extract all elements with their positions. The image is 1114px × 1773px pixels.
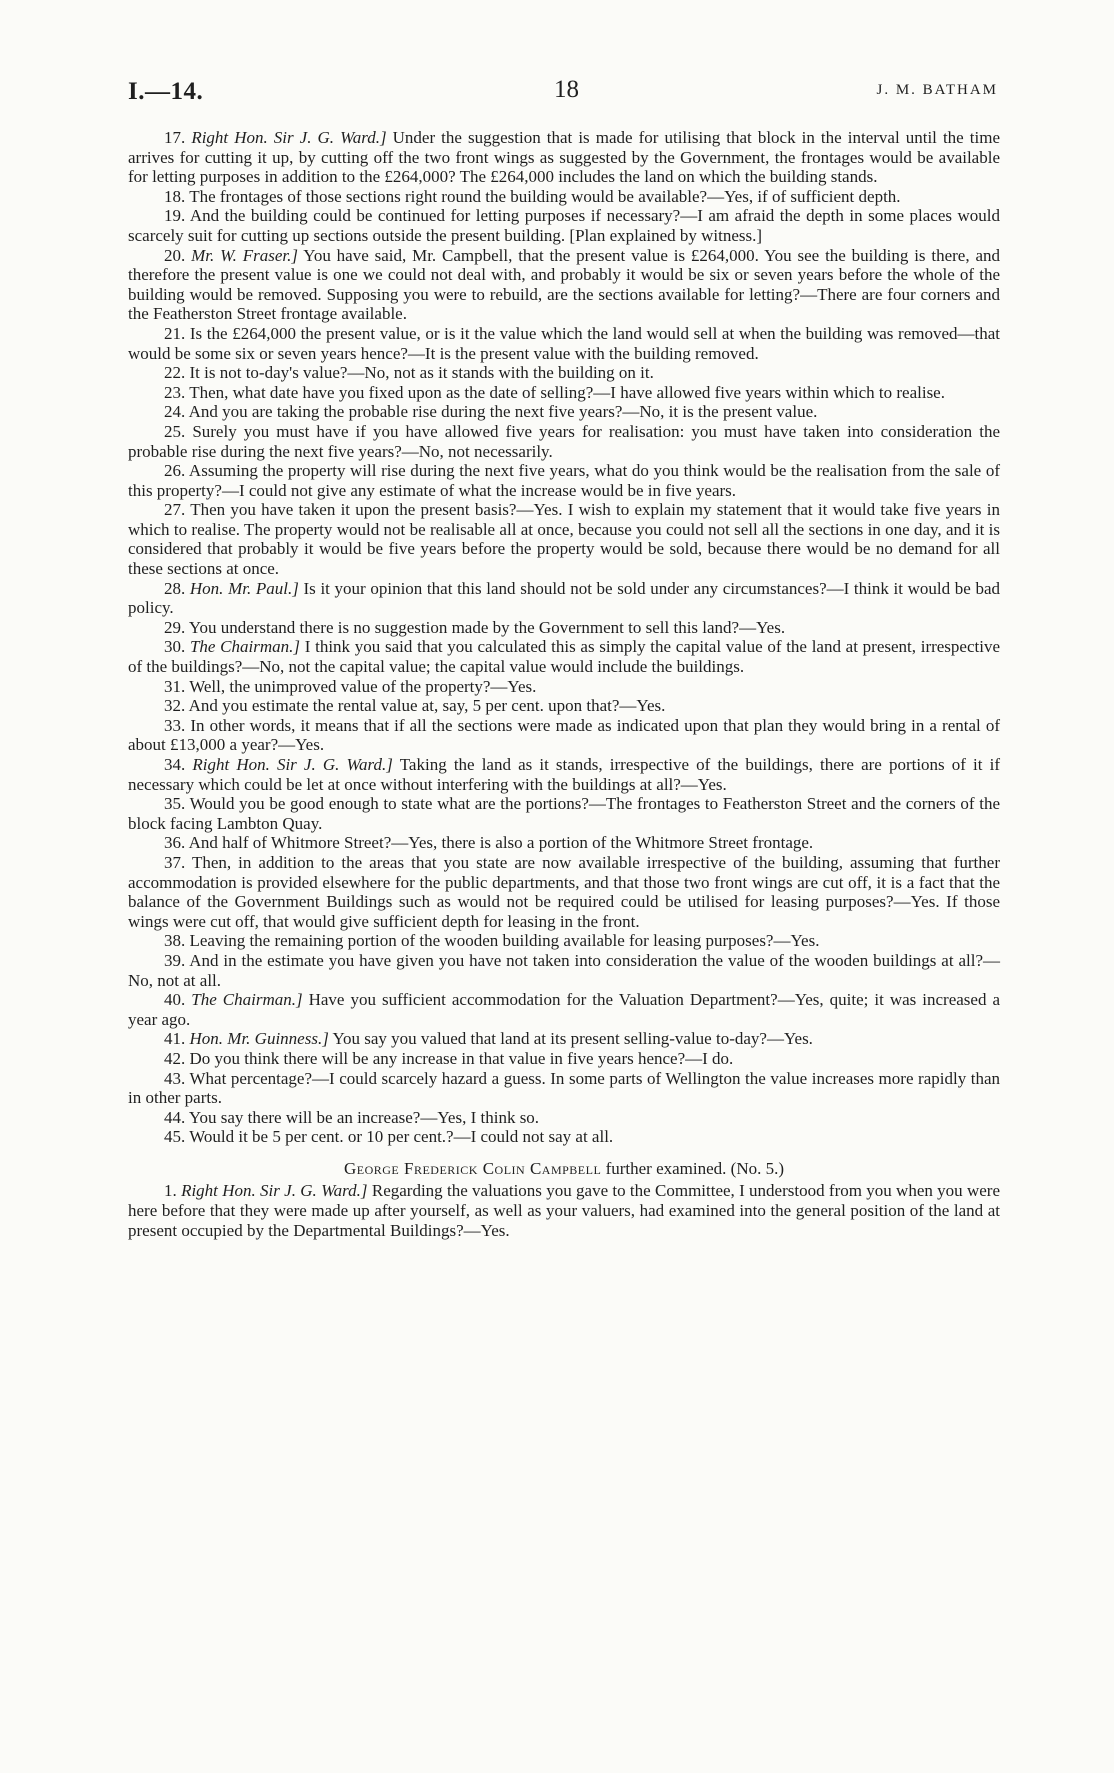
evidence-paragraph	[128, 422, 1000, 461]
paragraph-text: Would you be good enough to state what are the portions?—The frontages to Featherston Street and the corners of the block facing Lambton Quay.	[128, 794, 1000, 833]
paragraph-number: 44.	[164, 1107, 186, 1127]
evidence-paragraph	[128, 1108, 1000, 1128]
speaker-name: Right Hon. Sir J. G. Ward.]	[181, 1181, 368, 1201]
evidence-paragraph	[128, 324, 1000, 363]
evidence-paragraph	[128, 402, 1000, 422]
paragraph-text: Assuming the property will rise during the next five years, what do you think would be the realisation from the sale of this property?—I could not give any estimate of what the increase would be in five years.	[128, 461, 1000, 500]
paragraph-text: Then, in addition to the areas that you state are now available irrespective of the building, assuming that further accommodation is provided elsewhere for the public departments, and that those two front wings are cut off, it is a fact that the balance of the Government Buildings such as would not be required could be utilised for leasing purposes?—Yes. If those wings were cut off, that would give sufficient depth for leasing in the front.	[128, 852, 1000, 931]
evidence-paragraph	[128, 579, 1000, 618]
paragraph-number: 43.	[164, 1068, 186, 1088]
evidence-paragraph	[128, 755, 1000, 794]
evidence-paragraph	[128, 794, 1000, 833]
paragraph-text: You have said, Mr. Campbell, that the present value is £264,000. You see the building is there, and therefore the present value is one we could not deal with, and probably it would be six or seven years before the whole of the building would be removed. Supposing you were to rebuild, are the sections available for letting?—There are four corners and the Featherston Street frontage available.	[128, 245, 1000, 324]
paragraph-number: 1.	[164, 1181, 177, 1201]
final-paragraph	[128, 1181, 1000, 1240]
evidence-paragraph	[128, 716, 1000, 755]
paragraph-text: And the building could be continued for letting purposes if necessary?—I am afraid the depth in some places would scarcely suit for cutting up sections outside the present building. [Plan explained by witness.]	[128, 206, 1000, 245]
paragraph-text: Taking the land as it stands, irrespective of the buildings, there are portions of it if necessary which could be let at once without interfering with the buildings at all?—Yes.	[128, 755, 1000, 794]
evidence-paragraph	[128, 637, 1000, 676]
witness-heading-name: George Frederick Colin Campbell	[343, 1158, 602, 1178]
evidence-paragraph	[128, 1069, 1000, 1108]
series-number: I.—14.	[128, 78, 204, 105]
paragraph-text: Is it your opinion that this land should not be sold under any circumstances?—I think it would be bad policy.	[128, 578, 1001, 618]
paragraph-number: 27.	[164, 500, 186, 520]
paragraph-number: 19.	[164, 206, 186, 226]
paragraph-number: 24.	[164, 402, 186, 422]
speaker-name: Hon. Mr. Guinness.]	[189, 1029, 329, 1049]
paragraph-text: You say there will be an increase?—Yes, I think so.	[188, 1107, 540, 1127]
witness-heading-number: (No. 5.)	[730, 1158, 785, 1178]
evidence-paragraph	[128, 461, 1000, 500]
question-list	[128, 128, 1000, 1147]
paragraph-text: And in the estimate you have given you have not taken into consideration the value of the wooden buildings at all?—No, not at all.	[128, 950, 1001, 990]
paragraph-text: You say you valued that land at its present selling-value to-day?—Yes.	[332, 1029, 813, 1049]
paragraph-number: 45.	[164, 1127, 186, 1147]
witness-name: J. M. BATHAM	[876, 82, 998, 98]
witness-heading-rest: further examined.	[605, 1158, 727, 1178]
evidence-text	[128, 128, 1000, 1240]
paragraph-text: Well, the unimproved value of the property?—Yes.	[189, 676, 537, 696]
paragraph-text: Under the suggestion that is made for utilising that block in the interval until the time arrives for cutting it up, by cutting off the two front wings as suggested by the Government, the frontages would be available for letting purposes in addition to the £264,000? The £264,000 includes the land on which the building stands.	[128, 128, 1001, 187]
paragraph-number: 25.	[164, 421, 186, 441]
paragraph-number: 39.	[164, 950, 186, 970]
page-header	[128, 78, 998, 118]
paragraph-text: What percentage?—I could scarcely hazard a guess. In some parts of Wellington the value increases more rapidly than in other parts.	[128, 1068, 1001, 1108]
paragraph-text: Do you think there will be any increase in that value in five years hence?—I do.	[189, 1048, 734, 1068]
evidence-paragraph	[128, 383, 1000, 403]
evidence-paragraph	[128, 951, 1000, 990]
paragraph-number: 17.	[164, 128, 186, 147]
evidence-paragraph	[128, 363, 1000, 383]
speaker-name: Mr. W. Fraser.]	[191, 245, 299, 265]
paragraph-text: Then, what date have you fixed upon as the date of selling?—I have allowed five years within which to realise.	[189, 382, 945, 402]
speaker-name: Hon. Mr. Paul.]	[189, 578, 299, 598]
paragraph-number: 20.	[164, 245, 186, 265]
evidence-paragraph	[128, 500, 1000, 578]
paragraph-number: 34.	[164, 755, 186, 774]
evidence-paragraph	[128, 990, 1000, 1029]
paragraph-text: Then you have taken it upon the present basis?—Yes. I wish to explain my statement that it would take five years in which to realise. The property would not be realisable all at once, because you could not sell all the sections in one day, and it is considered that probably it would be five years before the property would be sold, because there would be no demand for all these sections at once.	[128, 500, 1000, 579]
speaker-name: Right Hon. Sir J. G. Ward.]	[191, 128, 387, 147]
paragraph-text: The frontages of those sections right round the building would be available?—Yes, if of sufficient depth.	[189, 186, 901, 206]
paragraph-text: It is not to-day's value?—No, not as it stands with the building on it.	[189, 363, 654, 383]
paragraph-text: Would it be 5 per cent. or 10 per cent.?—I could not say at all.	[189, 1127, 614, 1147]
evidence-paragraph	[128, 677, 1000, 697]
paragraph-text: I think you said that you calculated this as simply the capital value of the land at present, irrespective of the buildings?—No, not the capital value; the capital value would include the buildings.	[128, 637, 1001, 677]
evidence-paragraph	[128, 696, 1000, 716]
paragraph-text: Leaving the remaining portion of the wooden building available for leasing purposes?—Yes.	[189, 931, 820, 951]
paragraph-number: 28.	[164, 578, 186, 598]
paragraph-text: You understand there is no suggestion made by the Government to sell this land?—Yes.	[188, 617, 786, 637]
paragraph-number: 30.	[164, 637, 186, 657]
paragraph-text: And you are taking the probable rise during the next five years?—No, it is the present value.	[188, 402, 818, 422]
evidence-paragraph	[128, 833, 1000, 853]
paragraph-number: 23.	[164, 382, 186, 402]
paragraph-number: 21.	[164, 323, 186, 343]
evidence-paragraph	[128, 931, 1000, 951]
paragraph-number: 22.	[164, 363, 186, 383]
paragraph-number: 31.	[164, 676, 186, 696]
paragraph-number: 36.	[164, 833, 186, 853]
paragraph-number: 32.	[164, 696, 186, 716]
paragraph-text: Is the £264,000 the present value, or is it the value which the land would sell at when the building was removed—that would be some six or seven years hence?—It is the present value with the building removed.	[128, 323, 1001, 363]
evidence-paragraph	[128, 187, 1000, 207]
paragraph-text: Regarding the valuations you gave to the Committee, I understood from you when you were here before that they were made up after yourself, as well as your valuers, had examined into the general position of the land at present occupied by the Departmental Buildings?—Yes.	[128, 1181, 1001, 1240]
evidence-paragraph	[128, 206, 1000, 245]
paragraph-number: 38.	[164, 931, 186, 951]
paragraph-text: Have you sufficient accommodation for the Valuation Department?—Yes, quite; it was increased a year ago.	[128, 990, 1001, 1029]
evidence-paragraph	[128, 1049, 1000, 1069]
speaker-name: The Chairman.]	[191, 990, 303, 1010]
paragraph-number: 35.	[164, 794, 186, 814]
paragraph-number: 41.	[164, 1029, 186, 1049]
paragraph-number: 18.	[164, 186, 186, 206]
paragraph-number: 29.	[164, 617, 186, 637]
paragraph-number: 26.	[164, 461, 186, 481]
section-heading	[128, 1159, 1000, 1179]
paragraph-number: 42.	[164, 1048, 186, 1068]
evidence-paragraph	[128, 1029, 1000, 1049]
paragraph-text: Surely you must have if you have allowed five years for realisation: you must have taken into consideration the probable rise during the next five years?—No, not necessarily.	[128, 421, 1000, 461]
speaker-name: Right Hon. Sir J. G. Ward.]	[192, 755, 393, 774]
paragraph-text: And half of Whitmore Street?—Yes, there is also a portion of the Whitmore Street frontage.	[188, 833, 814, 853]
paragraph-text: In other words, it means that if all the sections were made as indicated upon that plan they would bring in a rental of about £13,000 a year?—Yes.	[128, 715, 1000, 755]
evidence-paragraph	[128, 618, 1000, 638]
paragraph-text: And you estimate the rental value at, say, 5 per cent. upon that?—Yes.	[188, 696, 666, 716]
paragraph-number: 40.	[164, 990, 186, 1010]
paragraph-number: 33.	[164, 715, 186, 735]
evidence-paragraph	[128, 246, 1000, 324]
evidence-paragraph	[128, 128, 1000, 187]
evidence-paragraph	[128, 853, 1000, 931]
evidence-paragraph	[128, 1127, 1000, 1147]
paragraph-number: 37.	[164, 852, 186, 872]
page-number: 18	[554, 76, 579, 103]
speaker-name: The Chairman.]	[189, 637, 301, 657]
